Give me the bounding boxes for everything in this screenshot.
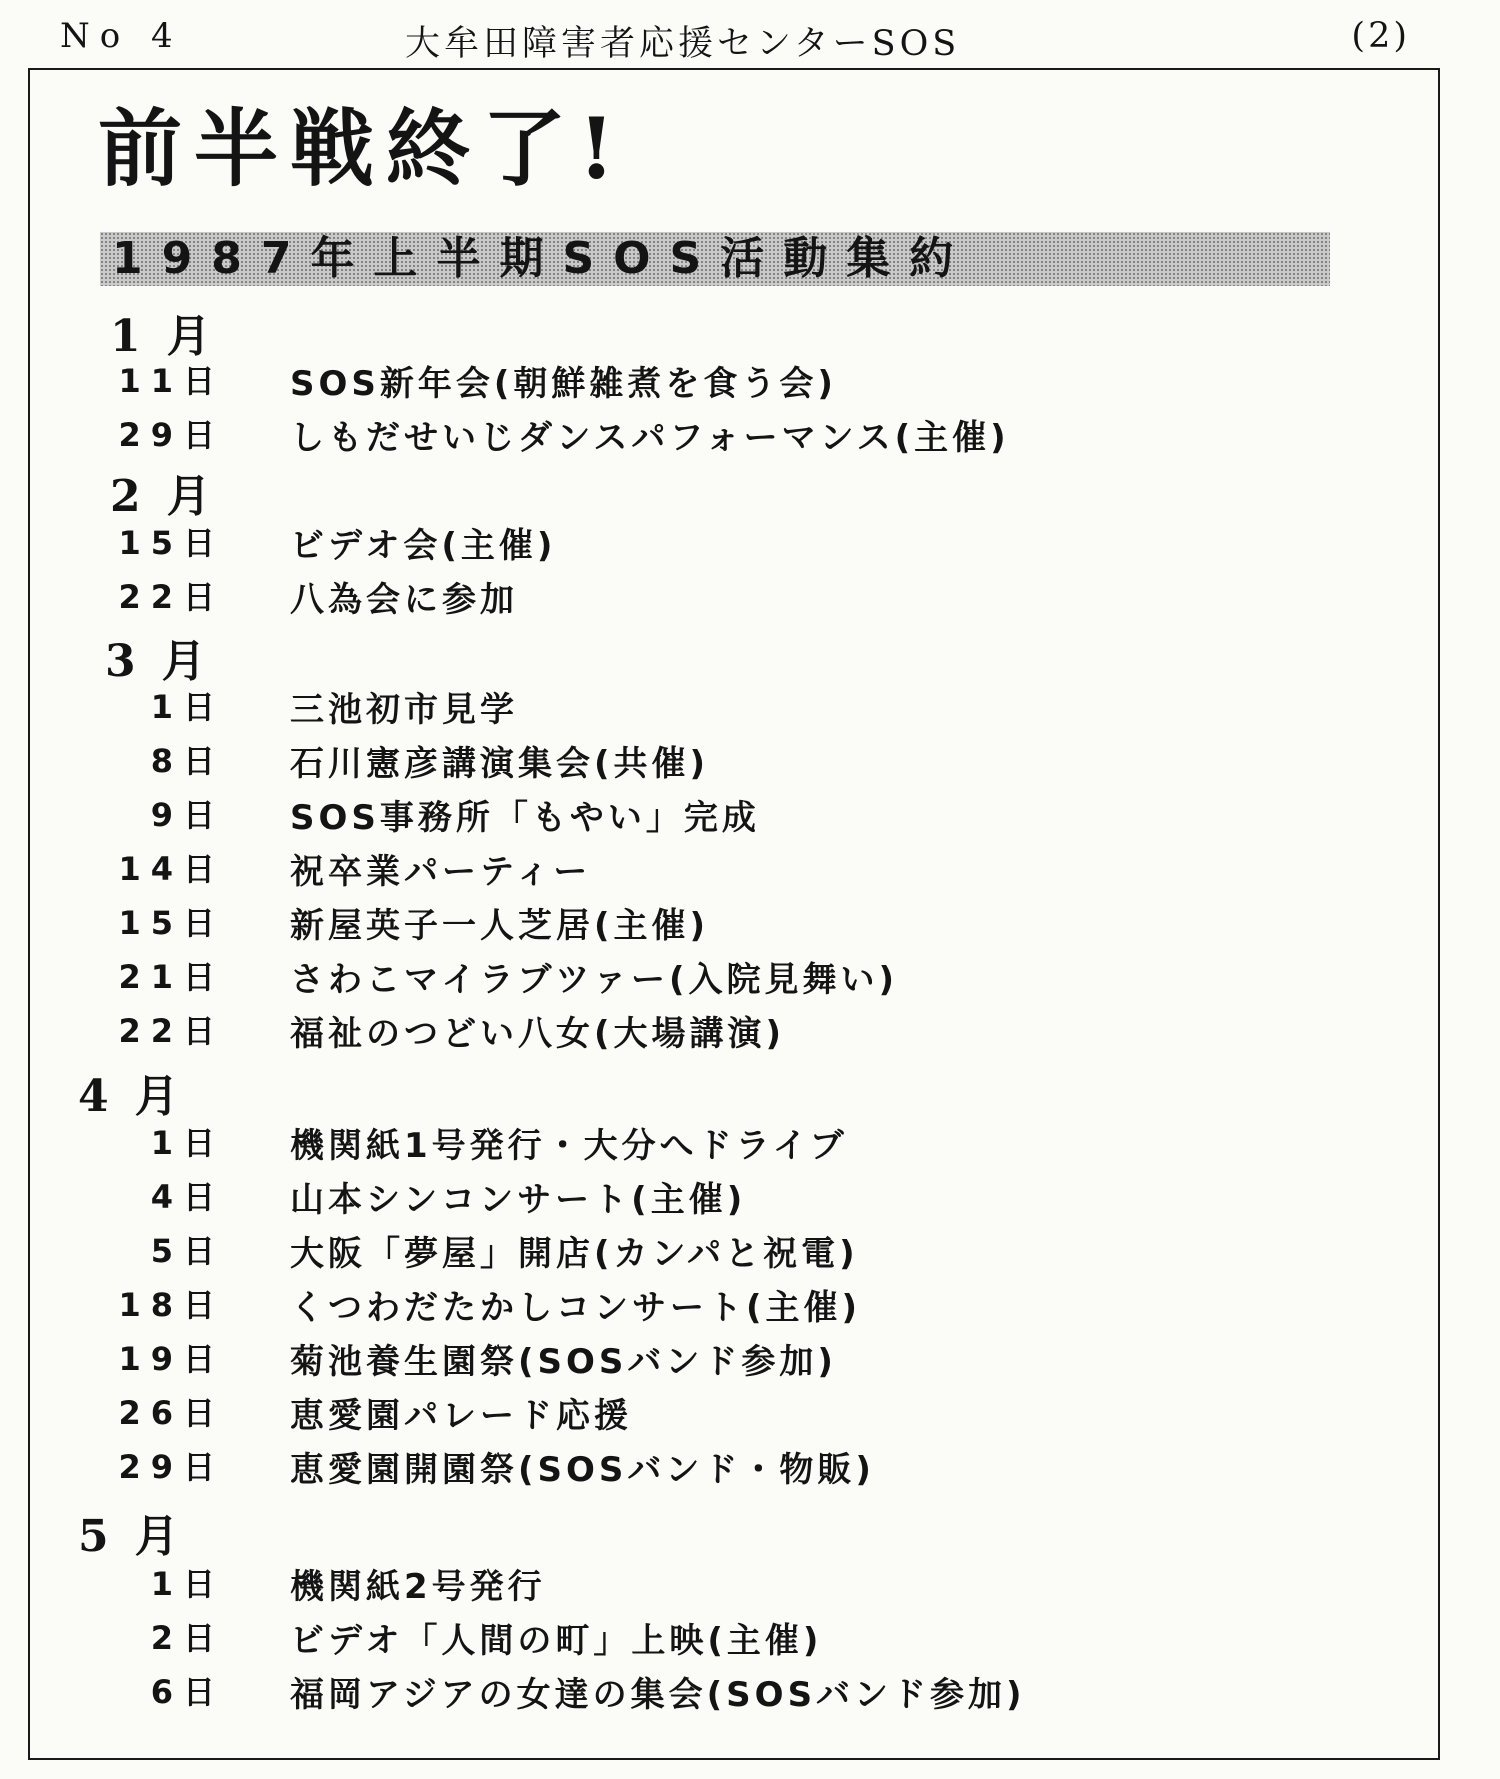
entry-description: 機関紙2号発行 bbox=[290, 1567, 546, 1607]
entry-day: 15日 bbox=[118, 904, 225, 942]
schedule-entry bbox=[0, 1667, 1500, 1713]
entry-day: 29日 bbox=[118, 1448, 225, 1486]
schedule-entry bbox=[0, 952, 1500, 998]
entry-day: 2日 bbox=[150, 1619, 225, 1657]
entry-day: 11日 bbox=[118, 362, 225, 400]
entry-day: 26日 bbox=[118, 1394, 225, 1432]
entry-day: 1日 bbox=[150, 688, 225, 726]
schedule-entry bbox=[0, 1118, 1500, 1164]
schedule-entry bbox=[0, 1334, 1500, 1380]
issue-number: No 4 bbox=[60, 16, 183, 56]
schedule-entry bbox=[0, 1442, 1500, 1488]
entry-day: 1日 bbox=[150, 1565, 225, 1603]
headline: 前半戦終了! bbox=[98, 99, 627, 198]
entry-description: 福祉のつどい八女(大場講演) bbox=[290, 1014, 786, 1054]
entry-description: 祝卒業パーティー bbox=[290, 852, 592, 892]
entry-day: 15日 bbox=[118, 524, 225, 562]
schedule-entry bbox=[0, 1172, 1500, 1218]
entry-day: 4日 bbox=[150, 1178, 225, 1216]
schedule-entry bbox=[0, 844, 1500, 890]
entry-day: 6日 bbox=[150, 1673, 225, 1711]
schedule-entry bbox=[0, 1226, 1500, 1272]
entry-day: 21日 bbox=[118, 958, 225, 996]
page-number: (2) bbox=[1351, 16, 1410, 56]
schedule-entry bbox=[0, 898, 1500, 944]
entry-description: 機関紙1号発行・大分へドライブ bbox=[290, 1126, 848, 1166]
entry-description: 恵愛園開園祭(SOSバンド・物販) bbox=[290, 1450, 875, 1490]
month-heading: 5月 bbox=[78, 1511, 205, 1562]
entry-description: 石川憲彦講演集会(共催) bbox=[290, 744, 710, 784]
entry-day: 8日 bbox=[150, 742, 225, 780]
schedule-entry bbox=[0, 356, 1500, 402]
entry-description: ビデオ会(主催) bbox=[290, 526, 557, 566]
schedule-entry bbox=[0, 682, 1500, 728]
entry-description: 八為会に参加 bbox=[290, 580, 518, 620]
publication-name: 大牟田障害者応援センターSOS bbox=[405, 24, 961, 64]
schedule-entry bbox=[0, 1613, 1500, 1659]
month-heading: 4月 bbox=[78, 1071, 205, 1122]
month-heading: 2月 bbox=[110, 471, 237, 522]
entry-description: さわこマイラブツァー(入院見舞い) bbox=[290, 960, 899, 1000]
entry-description: 恵愛園パレード応援 bbox=[290, 1396, 632, 1436]
subheadline-banner: 1987年上半期SOS活動集約 bbox=[100, 232, 1330, 286]
entry-day: 9日 bbox=[150, 796, 225, 834]
entry-day: 18日 bbox=[118, 1286, 225, 1324]
entry-day: 19日 bbox=[118, 1340, 225, 1378]
schedule-entry bbox=[0, 1559, 1500, 1605]
schedule-entry bbox=[0, 790, 1500, 836]
entry-description: SOS事務所「もやい」完成 bbox=[290, 798, 760, 838]
entry-description: 山本シンコンサート(主催) bbox=[290, 1180, 747, 1220]
entry-day: 29日 bbox=[118, 416, 225, 454]
schedule-entry bbox=[0, 410, 1500, 456]
schedule-entry bbox=[0, 1388, 1500, 1434]
entry-description: 三池初市見学 bbox=[290, 690, 518, 730]
schedule-entry bbox=[0, 1006, 1500, 1052]
entry-description: しもだせいじダンスパフォーマンス(主催) bbox=[290, 418, 1010, 458]
month-heading: 3月 bbox=[105, 636, 232, 687]
entry-day: 14日 bbox=[118, 850, 225, 888]
entry-day: 22日 bbox=[118, 578, 225, 616]
entry-day: 22日 bbox=[118, 1012, 225, 1050]
schedule-entry bbox=[0, 736, 1500, 782]
entry-day: 1日 bbox=[150, 1124, 225, 1162]
entry-day: 5日 bbox=[150, 1232, 225, 1270]
entry-description: くつわだたかしコンサート(主催) bbox=[290, 1288, 862, 1328]
month-heading: 1月 bbox=[110, 311, 237, 362]
entry-description: SOS新年会(朝鮮雑煮を食う会) bbox=[290, 364, 837, 404]
entry-description: 菊池養生園祭(SOSバンド参加) bbox=[290, 1342, 837, 1382]
entry-description: ビデオ「人間の町」上映(主催) bbox=[290, 1621, 823, 1661]
schedule-entry bbox=[0, 518, 1500, 564]
schedule-entry bbox=[0, 572, 1500, 618]
schedule-entry bbox=[0, 1280, 1500, 1326]
entry-description: 福岡アジアの女達の集会(SOSバンド参加) bbox=[290, 1675, 1026, 1715]
entry-description: 新屋英子一人芝居(主催) bbox=[290, 906, 710, 946]
entry-description: 大阪「夢屋」開店(カンパと祝電) bbox=[290, 1234, 859, 1274]
